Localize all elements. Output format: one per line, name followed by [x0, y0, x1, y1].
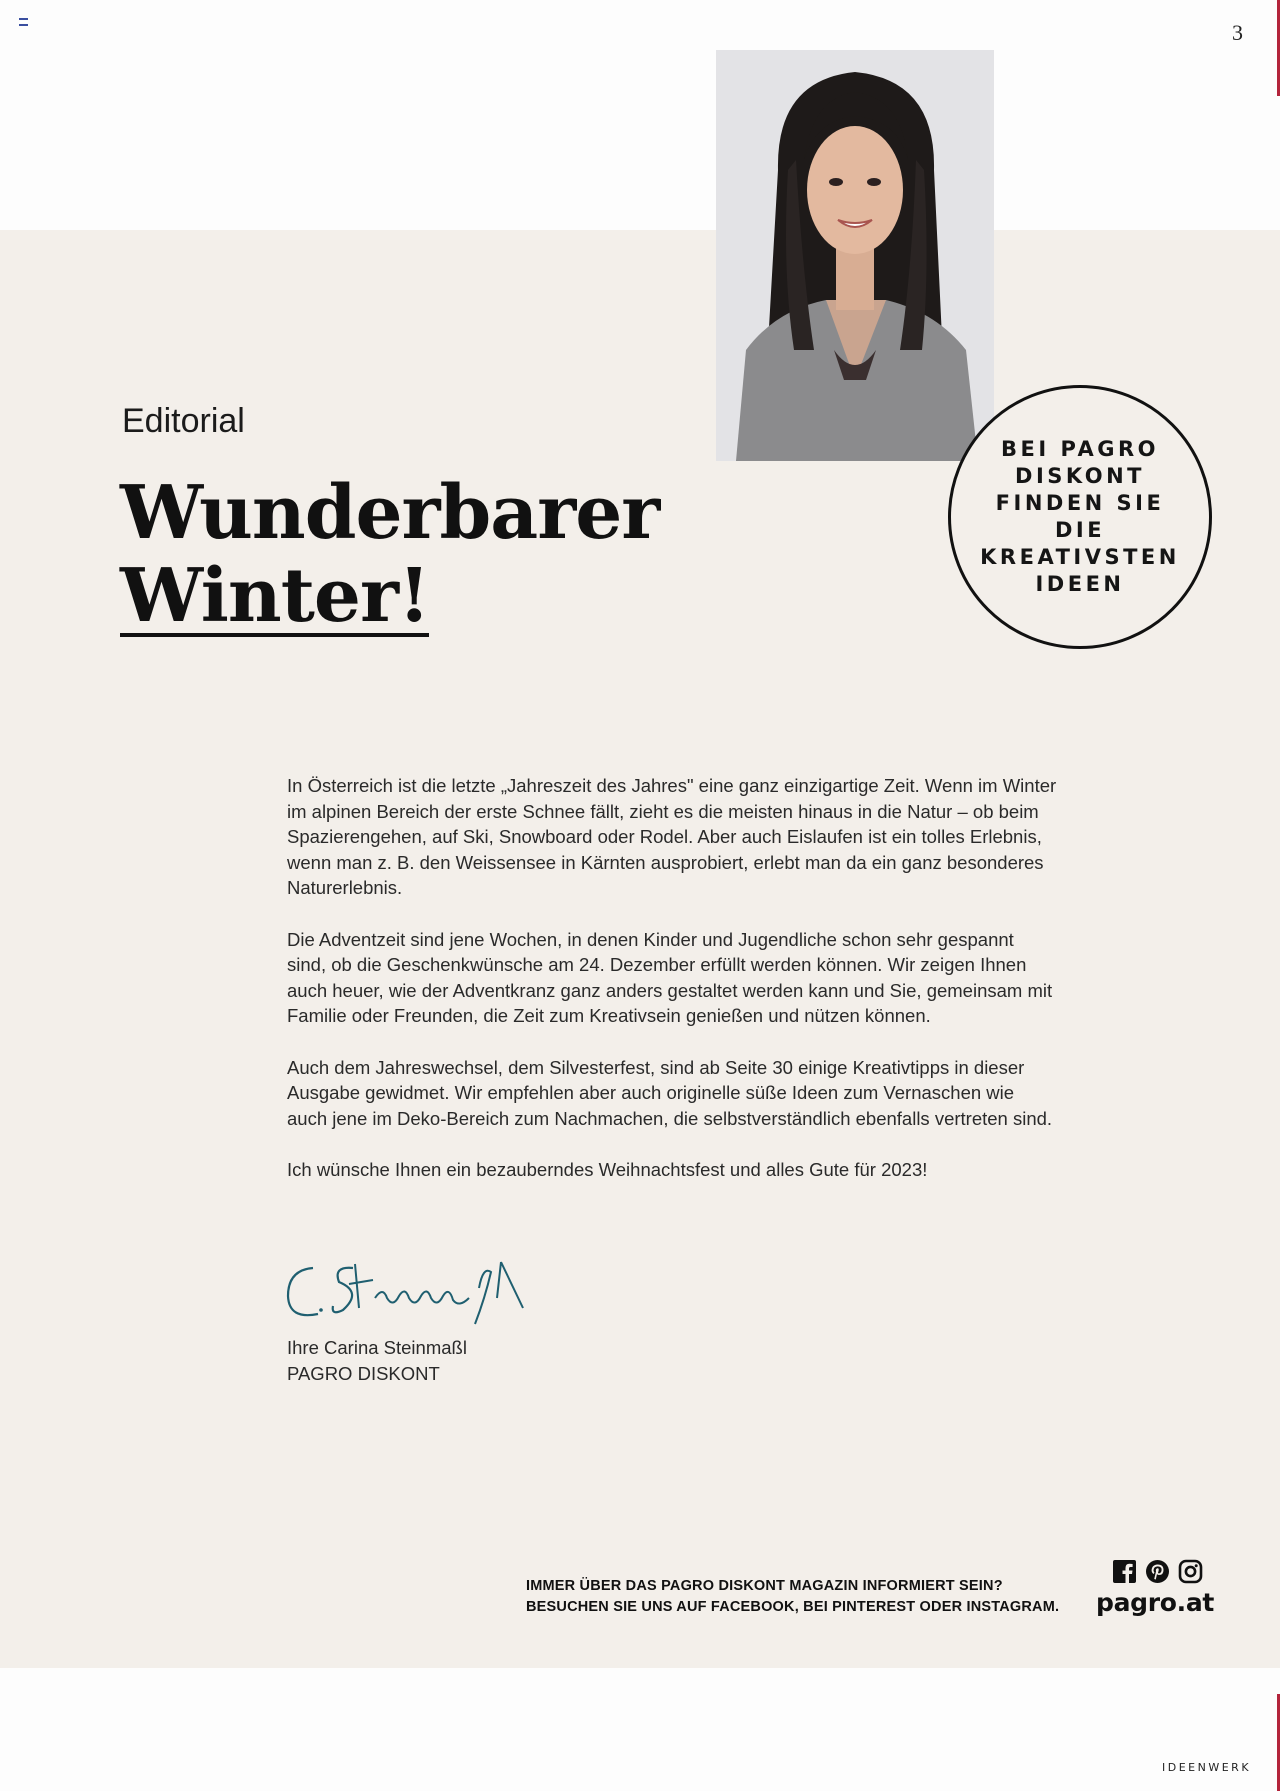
social-callout-line-2: BESUCHEN SIE UNS AUF FACEBOOK, BEI PINTEREST ODER INSTAGRAM. — [526, 1599, 1060, 1615]
signoff-company: PAGRO DISKONT — [287, 1362, 440, 1384]
social-icons — [1112, 1559, 1203, 1584]
article-body — [287, 773, 1057, 1208]
promo-stamp-text: BEI PAGRO DISKONT FINDEN SIE DIE KREATIVSTEN IDEEN — [980, 437, 1180, 596]
corner-flag-icon — [19, 18, 28, 26]
paragraph: In Österreich ist die letzte „Jahreszeit des Jahres" eine ganz einzigartige Zeit. Wenn im Winter im alpinen Bereich der erste Schnee fällt, zieht es die meisten hinaus in die Natur – ob beim Spazierengehen, auf Ski, Snowboard oder Rodel. Aber auch Eislaufen ist ein tolles Erlebnis, wenn man z. B. den Weissensee in Kärnten ausprobiert, erlebt man da ein ganz besonderes Naturerlebnis. — [287, 775, 1057, 899]
paragraph: Die Adventzeit sind jene Wochen, in denen Kinder und Jugendliche schon sehr gespannt sind, ob die Geschenkwünsche am 24. Dezember erfüllt werden können. Wir zeigen Ihnen auch heuer, wie der Adventkranz ganz anders gestaltet werden kann und Sie, gemeinsam mit Familie oder Freunden, die Zeit zum Kreativsein genießen und nützen können. — [287, 928, 1053, 1027]
page-number: 3 — [1232, 20, 1243, 45]
social-callout — [526, 1576, 1059, 1618]
footer-brand: IDEENWERK — [1162, 1761, 1252, 1774]
article-headline — [120, 472, 659, 638]
author-portrait — [716, 50, 994, 461]
headline-line-2: Winter! — [120, 553, 430, 639]
paragraph: Auch dem Jahreswechsel, dem Silvesterfest, sind ab Seite 30 einige Kreativtipps in dieser Ausgabe gewidmet. Wir empfehlen aber auch originelle süße Ideen zum Vernaschen wie auch jene im Deko-Bereich zum Nachmachen, die selbstverständlich ebenfalls vertreten sind. — [287, 1056, 1053, 1129]
signoff — [287, 1335, 467, 1386]
instagram-icon[interactable] — [1178, 1559, 1203, 1584]
portrait-illustration — [716, 50, 994, 461]
section-kicker: Editorial — [122, 402, 245, 440]
paragraph: Ich wünsche Ihnen ein bezauberndes Weihnachtsfest und alles Gute für 2023! — [287, 1158, 928, 1180]
signoff-name: Ihre Carina Steinmaßl — [287, 1337, 467, 1358]
facebook-icon[interactable] — [1112, 1559, 1137, 1584]
website-link[interactable]: pagro.at — [1096, 1588, 1215, 1617]
handwritten-signature — [283, 1258, 533, 1326]
promo-stamp — [948, 385, 1212, 649]
social-callout-line-1: IMMER ÜBER DAS PAGRO DISKONT MAGAZIN INFORMIERT SEIN? — [526, 1578, 1003, 1594]
pinterest-icon[interactable] — [1145, 1559, 1170, 1584]
headline-line-1: Wunderbarer — [120, 470, 660, 556]
